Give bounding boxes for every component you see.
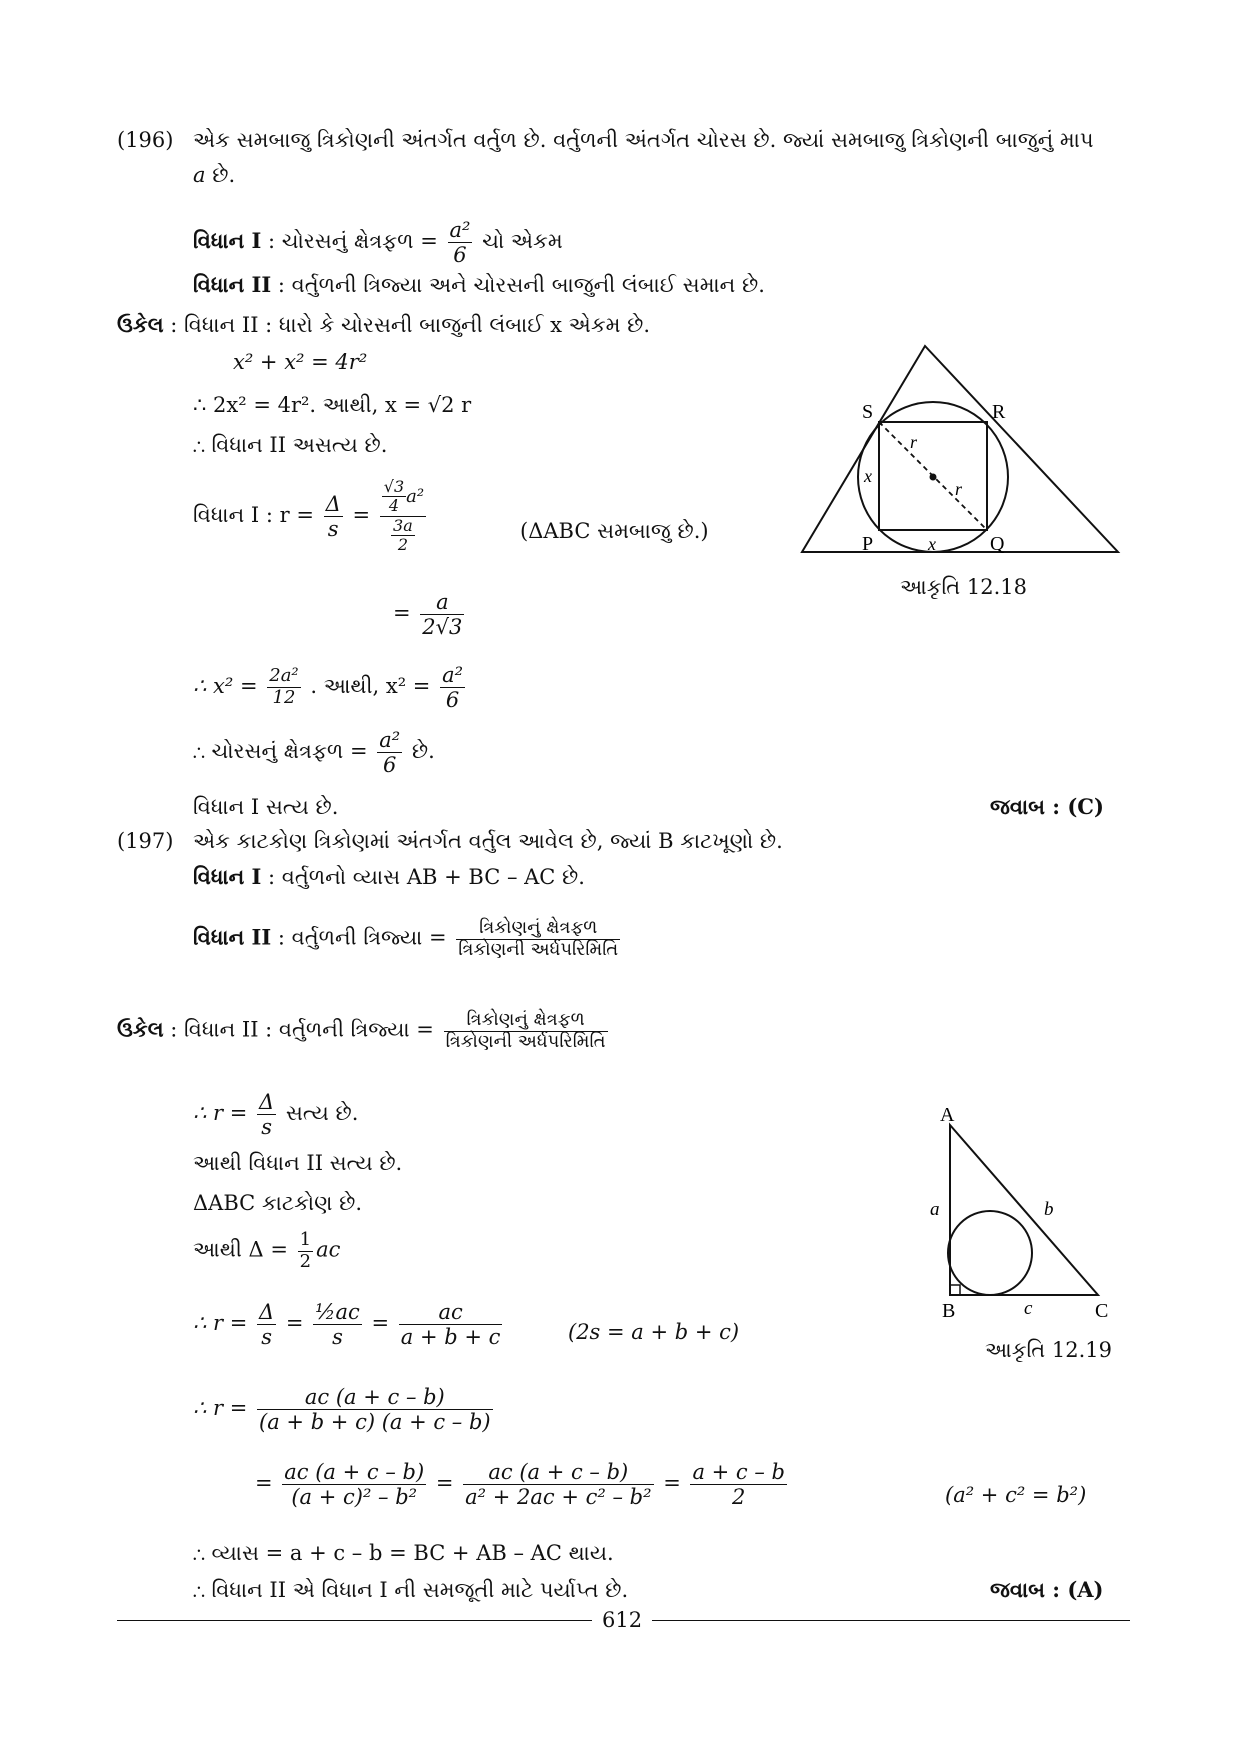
q196-number: (196) — [117, 128, 174, 152]
q196-stem-line1: એક સમબાજુ ત્રિકોણની અંતર્ગત વર્તુળ છે. વર્તુળની અંતર્ગત ચોરસ છે. જ્યાં સમબાજુ ત્રિકોણની બાજુનું માપ — [193, 128, 1094, 152]
figure-12-18-caption: આકૃતિ 12.18 — [900, 575, 1028, 599]
q197-answer: જવાબ : (A) — [990, 1577, 1104, 1602]
q196-stem-line2: a છે. — [193, 163, 236, 187]
q197-eq3: ΔABC કાટકોણ છે. — [193, 1191, 363, 1215]
label-x-left: x — [864, 466, 872, 486]
label-C: C — [1095, 1300, 1109, 1322]
label-c: c — [1024, 1298, 1033, 1319]
label-b: b — [1044, 1199, 1054, 1220]
page-number: 612 — [602, 1608, 643, 1632]
q197-solution-line1: ઉકેલ : વિધાન II : વર્તુળની ત્રિજ્યા = $\frac{\text{ત્રિકોણનું ક્ષેત્રફળ}}{\text{ત્રિકોણની અર્ધપરિમિતિ}}$ — [117, 1009, 606, 1052]
label-A: A — [940, 1105, 955, 1126]
q197-eq1: ∴ r = $\frac{\Delta}{s}$ સત્ય છે. — [193, 1090, 359, 1140]
q196-statement-2: વિધાન II : વર્તુળની ત્રિજ્યા અને ચોરસની બાજુની લંબાઈ સમાન છે. — [193, 272, 765, 297]
label-P: P — [862, 533, 874, 555]
q197-number: (197) — [117, 829, 174, 853]
q197-eq6: ∴ r = $\frac{ac (a + c - b)}{(a + b + c) (a + c - b)}$ — [193, 1385, 491, 1435]
q196-eq2: ∴ 2x² = 4r². આથી, x = √2 r — [193, 393, 472, 417]
q196-eq4: વિધાન I : r = $\frac{\Delta}{s}$ = $\frac{√3}{4}$ a² $\frac{3a}{2}$ — [193, 477, 425, 555]
q196-answer: જવાબ : (C) — [990, 794, 1104, 819]
equilateral-triangle — [802, 346, 1118, 552]
right-angle-marker — [950, 1285, 960, 1295]
q196-statement-1: વિધાન I : ચોરસનું ક્ષેત્રફળ = $\frac{\text{a²}}{6}$ ચો એકમ — [193, 218, 563, 268]
q197-eq7-note: (a² + c² = b²) — [945, 1483, 1087, 1507]
q197-eq5-note: (2s = a + b + c) — [568, 1320, 740, 1344]
q197-eq4: આથી Δ = $\frac{1}{2}$ ac — [193, 1229, 341, 1272]
q197-statement-1: વિધાન I : વર્તુળનો વ્યાસ AB + BC – AC છે. — [193, 864, 585, 889]
footer-rule-left — [117, 1620, 592, 1621]
q197-eq8: ∴ વ્યાસ = a + c – b = BC + AB – AC થાય. — [193, 1541, 614, 1565]
figure-12-18 — [790, 340, 1130, 600]
label-R: R — [992, 401, 1006, 423]
label-a: a — [930, 1199, 940, 1220]
q197-eq7: = $\frac{ac (a + c - b)}{\text{(a + c)² – b²}}$ = $\frac{ac (a + c - b)}{\text{a² + 2ac + c² – b²}}$ = $\frac{a + c - b}{2}$ — [255, 1460, 785, 1510]
q197-eq5: ∴ r = $\frac{\Delta}{s}$ = $\frac{\text{½ac}}{s}$ = $\frac{ac}{a + b + c}$ — [193, 1300, 501, 1350]
label-r2: r — [955, 479, 963, 499]
q197-eq2: આથી વિધાન II સત્ય છે. — [193, 1151, 403, 1175]
q196-eq3: ∴ વિધાન II અસત્ય છે. — [193, 433, 388, 457]
label-B: B — [942, 1300, 956, 1322]
figure-12-19 — [920, 1105, 1120, 1335]
figure-12-19-caption: આકૃતિ 12.19 — [985, 1338, 1113, 1362]
label-r1: r — [910, 432, 918, 452]
q197-statement-2: વિધાન II : વર્તુળની ત્રિજ્યા = $\frac{\text{ત્રિકોણનું ક્ષેત્રફળ}}{\text{ત્રિકોણની અર્ધપરિમિતિ}}$ — [193, 917, 619, 960]
q197-stem: એક કાટકોણ ત્રિકોણમાં અંતર્ગત વર્તુલ આવેલ છે, જ્યાં B કાટખૂણો છે. — [193, 829, 783, 853]
q196-eq5: = $\frac{a}{2√3}$ — [393, 590, 463, 640]
label-x-bottom: x — [928, 534, 936, 554]
right-triangle — [950, 1125, 1098, 1295]
q196-eq1: x² + x² = 4r² — [233, 350, 368, 374]
footer-rule-right — [652, 1620, 1130, 1621]
q197-eq9: ∴ વિધાન II એ વિધાન I ની સમજૂતી માટે પર્યાપ્ત છે. — [193, 1578, 629, 1602]
label-S: S — [862, 401, 874, 423]
incircle-right — [948, 1211, 1032, 1295]
q196-eq6: ∴ x² = $\frac{\text{2a²}}{12}$ . આથી, x² = $\frac{\text{a²}}{6}$ — [193, 663, 464, 713]
q196-solution-line1: ઉકેલ : વિધાન II : ધારો કે ચોરસની બાજુની લંબાઈ x એકમ છે. — [117, 312, 651, 337]
q196-eq4-note: (ΔABC સમબાજુ છે.) — [520, 519, 709, 543]
q196-eq8: વિધાન I સત્ય છે. — [193, 795, 339, 819]
label-Q: Q — [990, 533, 1005, 555]
q196-eq7: ∴ ચોરસનું ક્ષેત્રફળ = $\frac{\text{a²}}{6}$ છે. — [193, 728, 435, 778]
circle-center — [930, 474, 937, 481]
